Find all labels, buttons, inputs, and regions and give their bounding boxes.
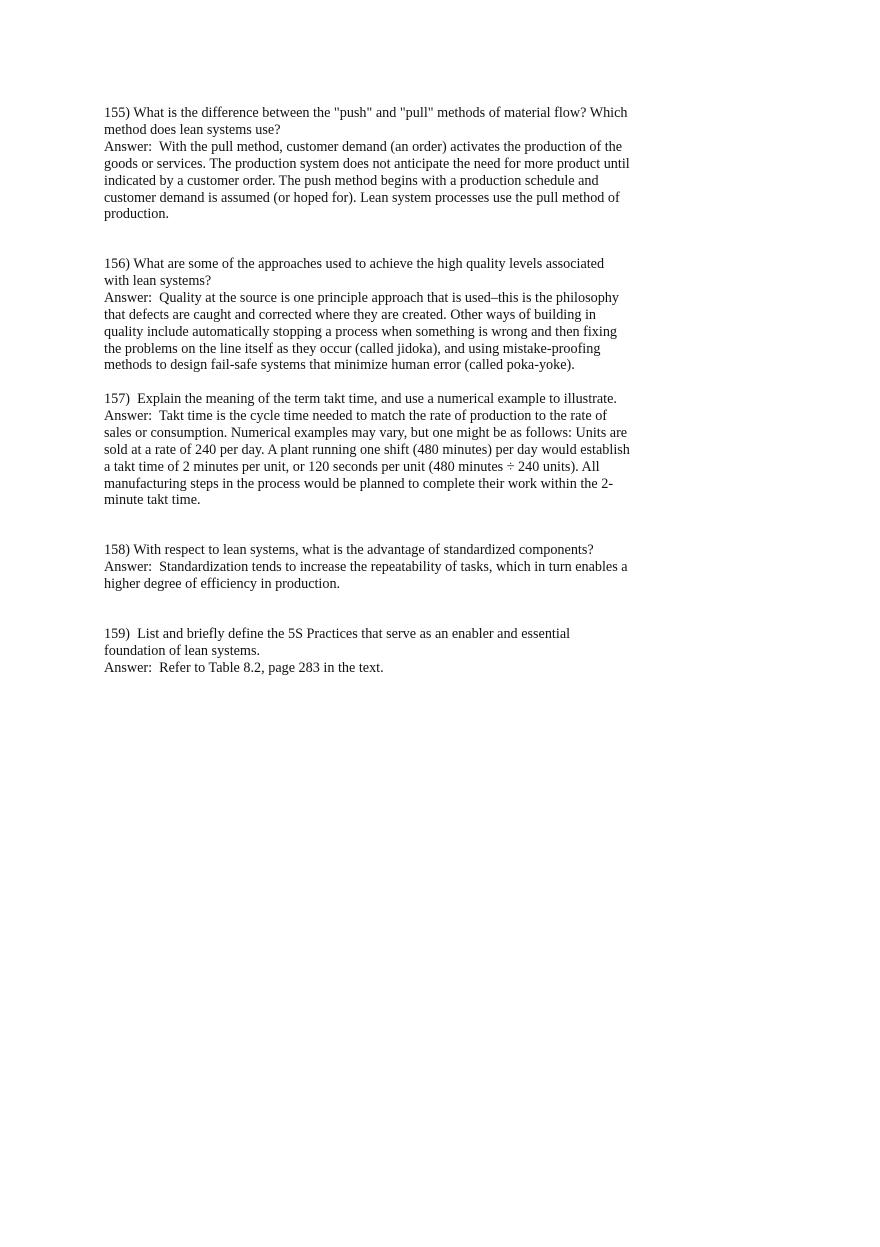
answer-157-line-1: Answer: Takt time is the cycle time needed to match the rate of production to the rate of: [104, 407, 608, 424]
question-155: [104, 105, 649, 223]
answer-158-line-1: Answer: Standardization tends to increase the repeatability of tasks, which in turn enables a: [104, 558, 628, 575]
answer-157-line-5: manufacturing steps in the process would be planned to complete their work within the 2-: [104, 475, 614, 492]
answer-157-line-6: minute takt time.: [104, 492, 201, 509]
answer-156-line-5: methods to design fail-safe systems that minimize human error (called poka-yoke).: [104, 357, 575, 374]
answer-155-line-1: Answer: With the pull method, customer demand (an order) activates the production of the: [104, 138, 623, 155]
question-156-line-1: 156) What are some of the approaches used to achieve the high quality levels associated: [104, 256, 605, 272]
answer-155-line-2: goods or services. The production system does not anticipate the need for more product until: [104, 155, 630, 172]
question-158: [104, 542, 649, 593]
question-156: [104, 256, 649, 374]
question-157: [104, 391, 649, 509]
answer-158-line-2: higher degree of efficiency in production.: [104, 575, 341, 592]
question-159-line-1: 159) List and briefly define the 5S Practices that serve as an enabler and essential: [104, 626, 571, 642]
answer-156-line-4: the problems on the line itself as they occur (called jidoka), and using mistake-proofing: [104, 340, 601, 357]
answer-157-line-2: sales or consumption. Numerical examples may vary, but one might be as follows: Units are: [104, 424, 628, 441]
answer-159-line-1: Answer: Refer to Table 8.2, page 283 in the text.: [104, 659, 384, 676]
question-158-line-1: 158) With respect to lean systems, what is the advantage of standardized components?: [104, 542, 594, 558]
answer-157-line-4: a takt time of 2 minutes per unit, or 120 seconds per unit (480 minutes ÷ 240 units). All: [104, 458, 600, 475]
answer-157-line-3: sold at a rate of 240 per day. A plant running one shift (480 minutes) per day would establish: [104, 441, 630, 458]
question-157-line-1: 157) Explain the meaning of the term takt time, and use a numerical example to illustrate.: [104, 391, 617, 407]
answer-155-line-4: customer demand is assumed (or hoped for). Lean system processes use the pull method of: [104, 189, 620, 206]
answer-156-line-1: Answer: Quality at the source is one principle approach that is used–this is the philosophy: [104, 289, 619, 306]
question-159: [104, 626, 649, 677]
question-155-line-1: 155) What is the difference between the "push" and "pull" methods of material flow? Which: [104, 105, 628, 121]
question-159-line-2: foundation of lean systems.: [104, 642, 261, 659]
answer-156-line-2: that defects are caught and corrected where they are created. Other ways of building in: [104, 306, 596, 323]
question-156-line-2: with lean systems?: [104, 272, 212, 289]
question-155-line-2: method does lean systems use?: [104, 121, 281, 138]
answer-155-line-3: indicated by a customer order. The push method begins with a production schedule and: [104, 172, 599, 189]
answer-155-line-5: production.: [104, 206, 170, 223]
answer-156-line-3: quality include automatically stopping a process when something is wrong and then fixing: [104, 323, 618, 340]
